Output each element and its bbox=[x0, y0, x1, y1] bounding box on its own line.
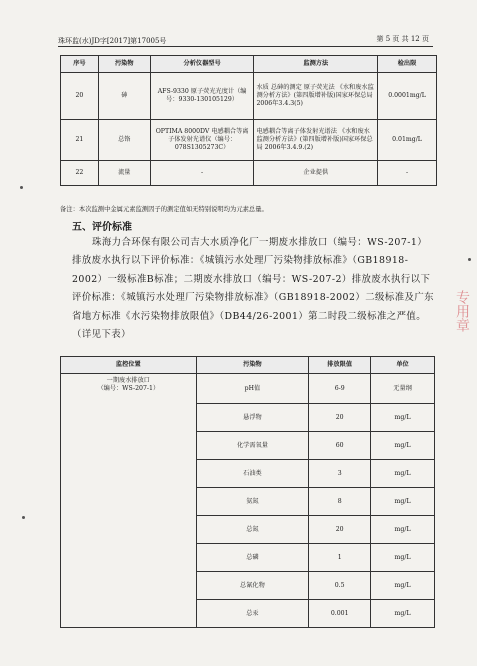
header-divider bbox=[58, 46, 433, 47]
table-note: 备注：本次监测中金属元素监测因子的测定值如无特别说明均为元素总量。 bbox=[60, 206, 268, 213]
row-pollutant: 砷 bbox=[98, 73, 150, 120]
row-pollutant: 悬浮物 bbox=[196, 404, 309, 432]
table-row bbox=[61, 120, 437, 161]
row-instrument: - bbox=[150, 161, 254, 186]
page-number: 第 5 页 共 12 页 bbox=[376, 35, 429, 43]
row-unit: mg/L bbox=[371, 544, 435, 572]
header-limit: 检出限 bbox=[378, 56, 437, 73]
document-number: 珠环监(水)JD字[2017]第17005号 bbox=[58, 37, 167, 45]
row-limit: 1 bbox=[309, 544, 371, 572]
scan-speck bbox=[468, 258, 471, 261]
row-unit: mg/L bbox=[371, 460, 435, 488]
row-unit: 无量纲 bbox=[371, 374, 435, 404]
row-unit: mg/L bbox=[371, 488, 435, 516]
row-limit: - bbox=[378, 161, 437, 186]
row-pollutant: pH值 bbox=[196, 374, 309, 404]
header-no: 序号 bbox=[61, 56, 99, 73]
scan-speck bbox=[20, 186, 23, 189]
row-pollutant: 总铬 bbox=[98, 120, 150, 161]
row-limit: 3 bbox=[309, 460, 371, 488]
row-limit: 8 bbox=[309, 488, 371, 516]
standard-table-header bbox=[61, 357, 435, 374]
row-no: 21 bbox=[61, 120, 99, 161]
section-title: 五、评价标准 bbox=[72, 222, 132, 233]
row-no: 22 bbox=[61, 161, 99, 186]
row-unit: mg/L bbox=[371, 404, 435, 432]
row-pollutant: 总氮 bbox=[196, 516, 309, 544]
row-no: 20 bbox=[61, 73, 99, 120]
seal-stamp: 专用章 bbox=[454, 290, 470, 332]
row-pollutant: 总氰化物 bbox=[196, 572, 309, 600]
row-pollutant: 总磷 bbox=[196, 544, 309, 572]
row-limit: 0.5 bbox=[309, 572, 371, 600]
row-instrument: AFS-9330 原子荧光光度计（编号：9330-130105129） bbox=[150, 73, 254, 120]
header-pollutant: 污染物 bbox=[98, 56, 150, 73]
row-limit: 20 bbox=[309, 404, 371, 432]
row-limit: 0.0001mg/L bbox=[378, 73, 437, 120]
table-row bbox=[61, 374, 435, 404]
monitor-location: 一期废水排放口 （编号：WS-207-1） bbox=[61, 374, 197, 628]
scan-speck bbox=[22, 516, 25, 519]
row-limit: 6-9 bbox=[309, 374, 371, 404]
header-location: 监控位置 bbox=[61, 357, 197, 374]
header-unit: 单位 bbox=[371, 357, 435, 374]
row-unit: mg/L bbox=[371, 600, 435, 628]
standard-paragraph: 珠海力合环保有限公司吉大水质净化厂一期废水排放口（编号：WS-207-1）排放废水执行以下评价标准：《城镇污水处理厂污染物排放标准》（GB18918-2002）一级标准B标准；二期废水排放口（编号：WS-207-2）排放废水执行以下评价标准：《城镇污水处理厂污染物排放标准》（GB18918-2002）二级标准及广东省地方标准《水污染物排放限值》（DB44/26-2001）第二时段二级标准之严值。（详见下表） bbox=[72, 237, 434, 341]
header-method: 监测方法 bbox=[254, 56, 378, 73]
row-instrument: OPTIMA 8000DV 电感耦合等离子体发射光谱仪（编号：078S1305273C） bbox=[150, 120, 254, 161]
header-pollutant: 污染物 bbox=[196, 357, 309, 374]
table-row bbox=[61, 161, 437, 186]
row-method: 电感耦合等离子体发射光谱法 《水和废水监测分析方法》(第四版增补版)国家环保总局 2006年3.4.9.(2) bbox=[254, 120, 378, 161]
row-pollutant: 化学需氧量 bbox=[196, 432, 309, 460]
table-row bbox=[61, 73, 437, 120]
row-method: 水质 总砷的测定 原子荧光法 《水和废水监测分析方法》(第四版增补版)国家环保总局 2006年3.4.3(5) bbox=[254, 73, 378, 120]
row-unit: mg/L bbox=[371, 516, 435, 544]
row-method: 企业提供 bbox=[254, 161, 378, 186]
row-limit: 0.001 bbox=[309, 600, 371, 628]
header-limit: 排放限值 bbox=[309, 357, 371, 374]
row-unit: mg/L bbox=[371, 432, 435, 460]
row-pollutant: 总汞 bbox=[196, 600, 309, 628]
standard-table bbox=[60, 356, 435, 628]
row-limit: 0.01mg/L bbox=[378, 120, 437, 161]
header-instrument: 分析仪器型号 bbox=[150, 56, 254, 73]
row-unit: mg/L bbox=[371, 572, 435, 600]
row-pollutant: 氨氮 bbox=[196, 488, 309, 516]
method-table-header bbox=[61, 56, 437, 73]
row-pollutant: 石油类 bbox=[196, 460, 309, 488]
row-limit: 20 bbox=[309, 516, 371, 544]
method-table bbox=[60, 55, 437, 186]
row-pollutant: 流量 bbox=[98, 161, 150, 186]
row-limit: 60 bbox=[309, 432, 371, 460]
